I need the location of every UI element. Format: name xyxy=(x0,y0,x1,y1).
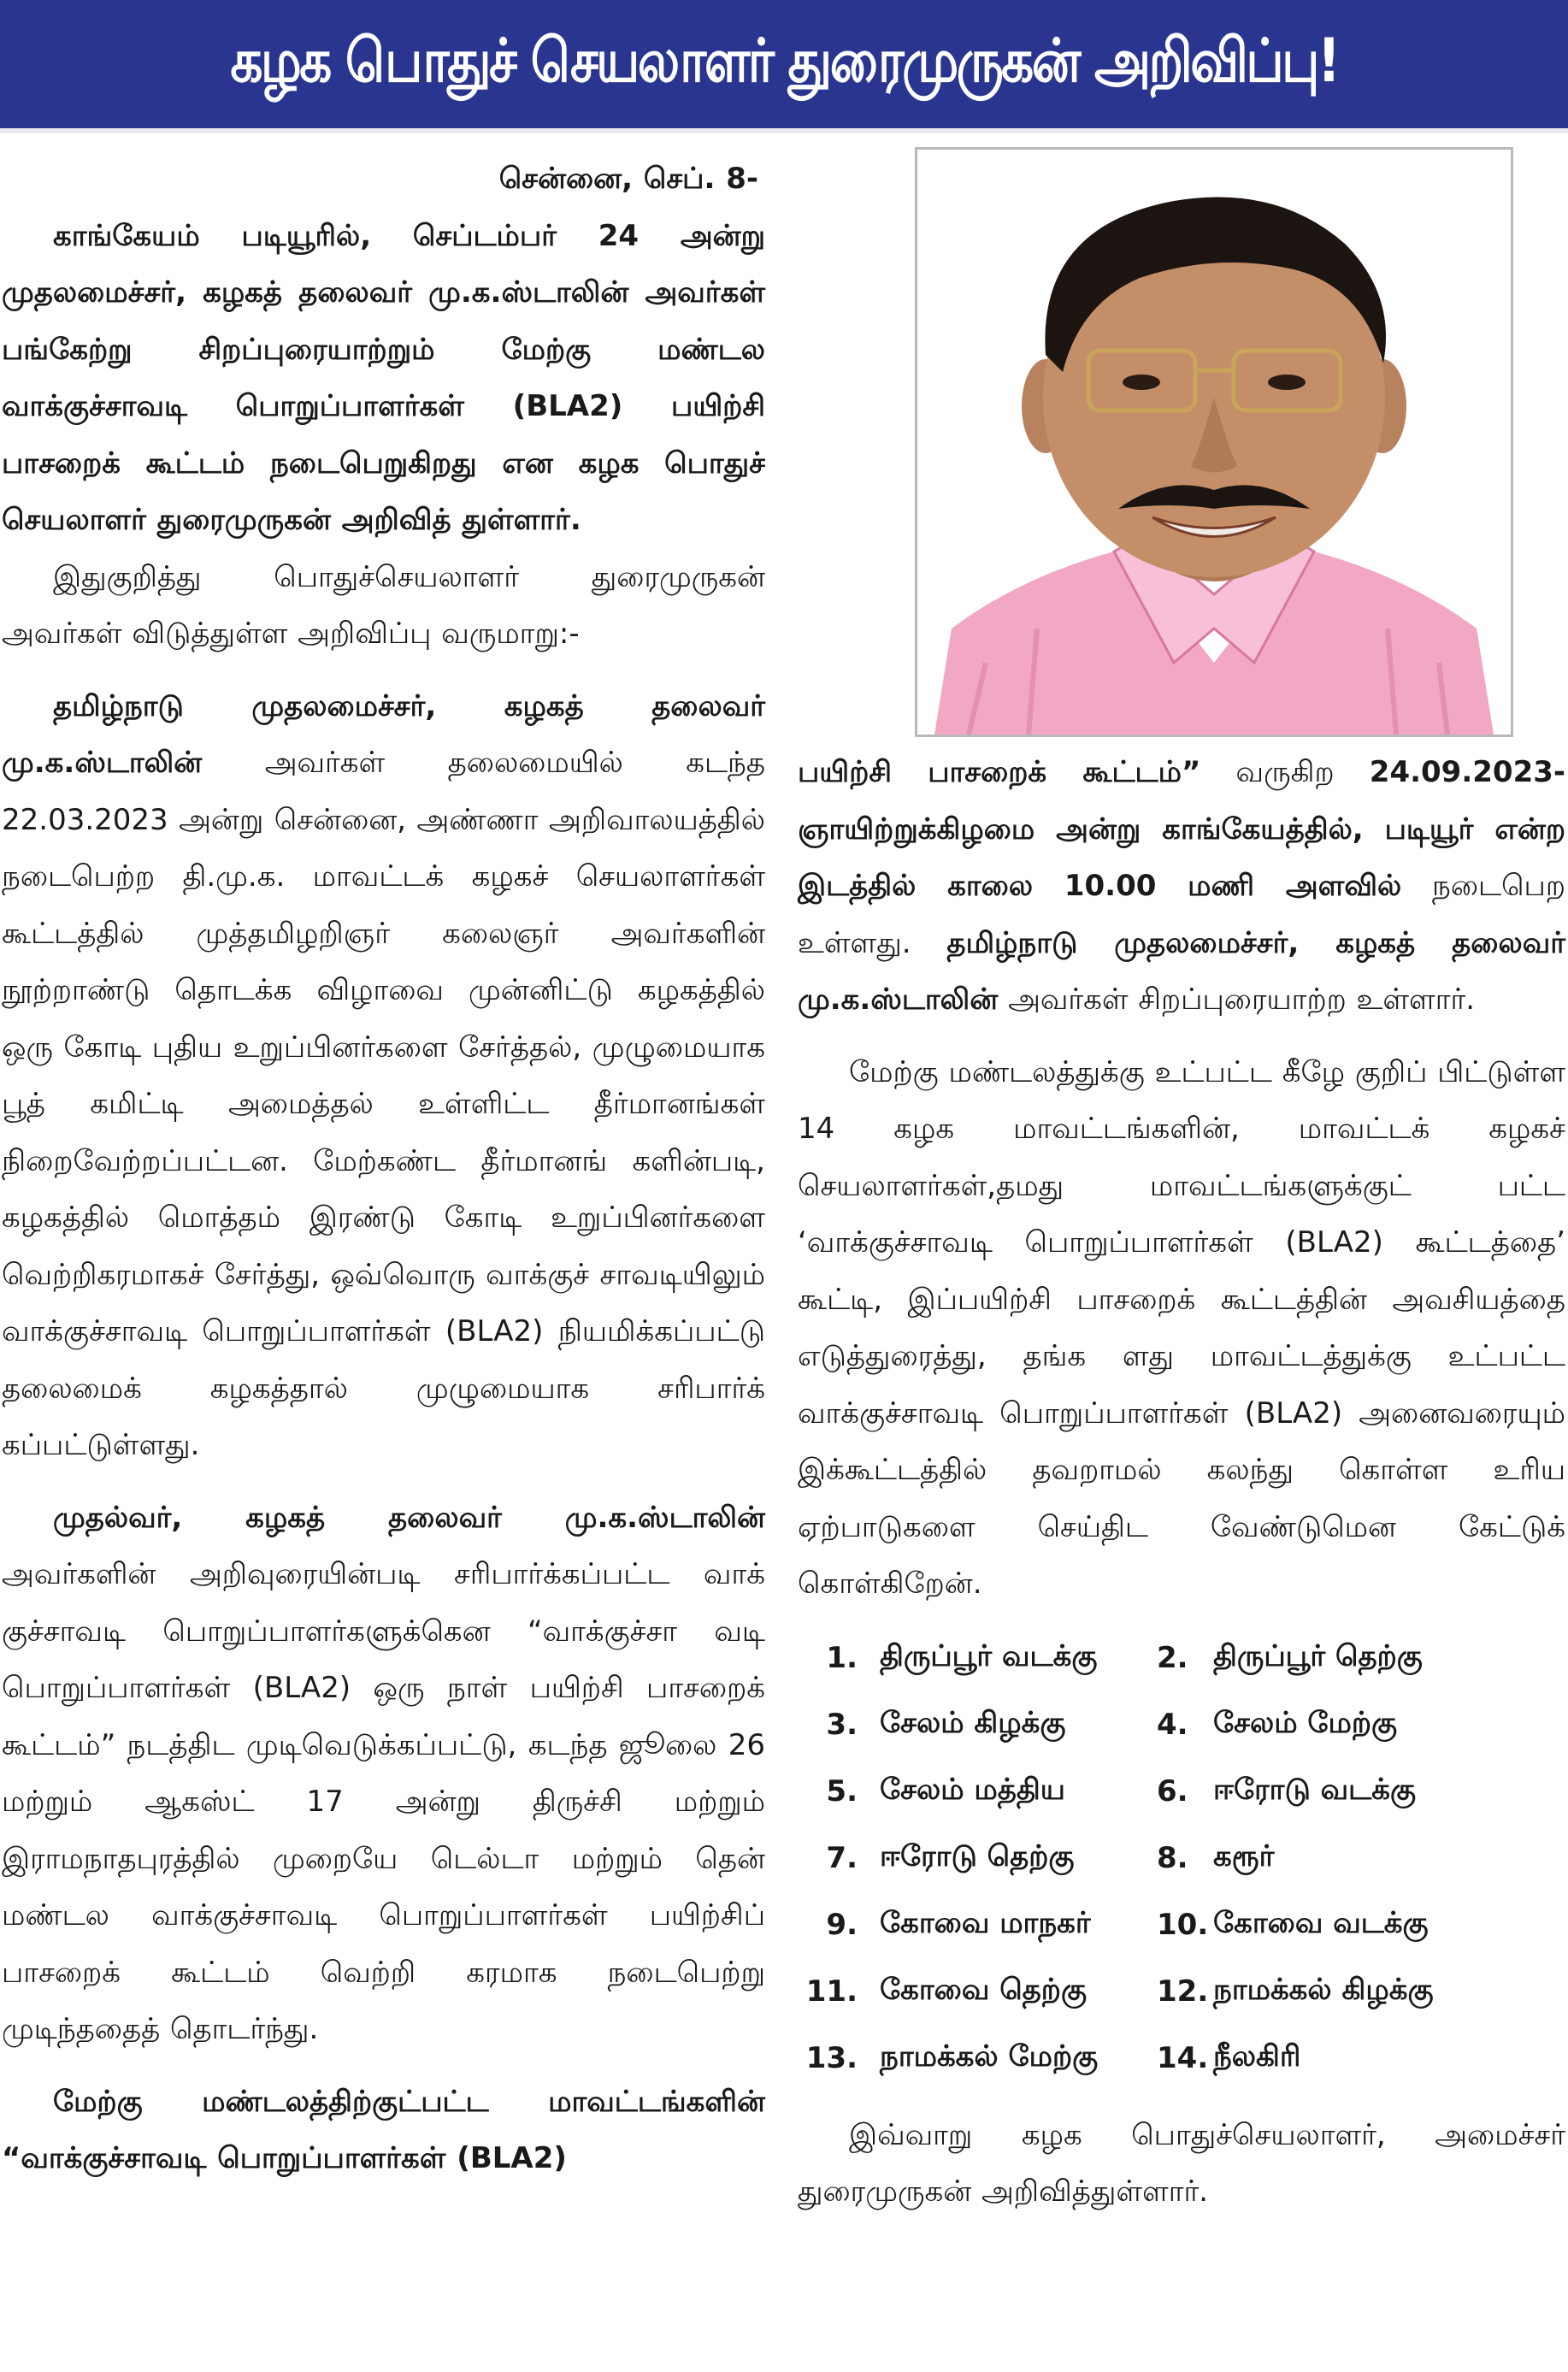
district-name: கரூர் xyxy=(1213,1838,1275,1873)
district-number: 7. xyxy=(826,1840,858,1875)
headline-banner xyxy=(0,0,1568,133)
paragraph-intro xyxy=(2,208,765,549)
portrait-illustration xyxy=(917,150,1511,735)
paragraph-west-zone-bold: மேற்கு மண்டலத்திற்குட்பட்ட மாவட்டங்களின் “வாக்குச்சாவடி பொறுப்பாளர்கள் (BLA2) xyxy=(2,2084,765,2175)
district-number: 4. xyxy=(1157,1707,1188,1742)
paragraph-announcement: இதுகுறித்து பொதுச்செயலாளர் துரைமுருகன் அவர்கள் விடுத்துள்ள அறிவிப்பு வருமாறு:- xyxy=(2,559,765,651)
district-name: கோவை வடக்கு xyxy=(1213,1905,1429,1940)
district-name: கோவை தெற்கு xyxy=(880,1972,1087,2007)
district-name: நீலகிரி xyxy=(1213,2039,1301,2074)
paragraph-west-zone xyxy=(2,2074,765,2187)
list-item xyxy=(798,1625,1157,1691)
district-number: 6. xyxy=(1157,1773,1188,1809)
district-number: 12. xyxy=(1157,1974,1209,2009)
list-item xyxy=(1157,1958,1533,2025)
list-item xyxy=(1157,1891,1533,1958)
district-name: சேலம் மத்திய xyxy=(880,1772,1065,1807)
meeting-text-3: அவர்கள் சிறப்புரையாற்ற உள்ளார். xyxy=(998,982,1476,1017)
meeting-text-1: வருகிற xyxy=(1200,755,1370,789)
list-item xyxy=(798,1891,1157,1958)
meeting-date-venue: 24.09.2023-ஞாயிற்றுக்கிழமை அன்று காங்கேயத்தில், படியூர் என்ற இடத்தில் காலை 10.00 மணி அளவில் xyxy=(798,755,1565,903)
meeting-title: பயிற்சி பாசறைக் கூட்டம்” xyxy=(798,755,1201,789)
paragraph-training-camps-bold: முதல்வர், கழகத் தலைவர் மு.க.ஸ்டாலின் xyxy=(53,1500,765,1535)
list-item xyxy=(1157,1758,1533,1825)
dateline: சென்னை, செப். 8- xyxy=(498,162,758,196)
district-name: கோவை மாநகர் xyxy=(880,1905,1091,1940)
paragraph-request: மேற்கு மண்டலத்துக்கு உட்பட்ட கீழே குறிப் பிட்டுள்ள 14 கழக மாவட்டங்களின், மாவட்டக் கழகச் செயலாளர்கள்,தமது மாவட்டங்களுக்குட் பட்ட ‘வாக்குச்சாவடி பொறுப்பாளர்கள் (BLA2) கூட்டத்தை’ கூட்டி, இப்பயிற்சி பாசறைக் கூட்டத்தின் அவசியத்தை எடுத்துரைத்து, தங்க ளது மாவட்டத்துக்கு உட்பட்ட வாக்குச்சாவடி பொறுப்பாளர்கள் (BLA2) அனைவரையும் இக்கூட்டத்தில் தவறாமல் கலந்து கொள்ள உரிய ஏற்பாடுகளை செய்திட வேண்டுமென கேட்டுக் கொள்கிறேன். xyxy=(798,1054,1565,1601)
district-number: 8. xyxy=(1157,1840,1188,1875)
paragraph-meeting-details xyxy=(798,744,1565,1029)
district-number: 10. xyxy=(1157,1907,1209,1942)
district-name: திருப்பூர் வடக்கு xyxy=(880,1638,1098,1673)
headline: கழக பொதுச் செயலாளர் துரைமுருகன் அறிவிப்பு! xyxy=(229,25,1339,96)
paragraph-training-camps xyxy=(2,1490,765,2058)
district-list xyxy=(798,1625,1565,2092)
district-number: 11. xyxy=(805,1974,858,2009)
paragraph-resolutions-bold: தமிழ்நாடு முதலமைச்சர், கழகத் தலைவர் மு.க.ஸ்டாலின் xyxy=(2,688,765,780)
right-column xyxy=(798,744,1565,2221)
district-number: 5. xyxy=(826,1773,858,1809)
list-item xyxy=(1157,1825,1533,1891)
district-name: ஈரோடு வடக்கு xyxy=(1213,1772,1416,1807)
portrait-photo xyxy=(915,147,1513,737)
district-name: ஈரோடு தெற்கு xyxy=(880,1838,1075,1873)
district-name: சேலம் மேற்கு xyxy=(1213,1705,1398,1740)
district-name: சேலம் கிழக்கு xyxy=(880,1705,1066,1740)
left-column xyxy=(2,150,765,2187)
district-number: 14. xyxy=(1157,2040,1209,2075)
district-name: நாமக்கல் மேற்கு xyxy=(880,2039,1099,2074)
list-item xyxy=(798,1825,1157,1891)
list-item xyxy=(1157,1625,1533,1691)
district-name: நாமக்கல் கிழக்கு xyxy=(1213,1972,1434,2007)
paragraph-closing: இவ்வாறு கழக பொதுச்செயலாளர், அமைச்சர் துரைமுருகன் அறிவித்துள்ளார். xyxy=(798,2117,1565,2209)
paragraph-resolutions-text: அவர்கள் தலைமையில் கடந்த 22.03.2023 அன்று சென்னை, அண்ணா அறிவாலயத்தில் நடைபெற்ற தி.மு.க. மாவட்டக் கழகச் செயலாளர்கள் கூட்டத்தில் முத்தமிழறிஞர் கலைஞர் அவர்களின் நூற்றாண்டு தொடக்க விழாவை முன்னிட்டு கழகத்தில் ஒரு கோடி புதிய உறுப்பினர்களை சேர்த்தல், முழுமையாக பூத் கமிட்டி அமைத்தல் உள்ளிட்ட தீர்மானங்கள் நிறைவேற்றப்பட்டன. மேற்கண்ட தீர்மானங் களின்படி, கழகத்தில் மொத்தம் இரண்டு கோடி உறுப்பினர்களை வெற்றிகரமாகச் சேர்த்து, ஒவ்வொரு வாக்குச் சாவடியிலும் வாக்குச்சாவடி பொறுப்பாளர்கள் (BLA2) நியமிக்கப்பட்டு தலைமைக் கழகத்தால் முழுமையாக சரிபார்க் கப்பட்டுள்ளது. xyxy=(2,746,765,1462)
list-item xyxy=(1157,2025,1533,2092)
district-number: 1. xyxy=(826,1640,858,1675)
list-item xyxy=(798,1758,1157,1825)
district-number: 9. xyxy=(826,1907,858,1942)
list-item xyxy=(798,1958,1157,2025)
list-item xyxy=(1157,1691,1533,1758)
list-item xyxy=(798,1691,1157,1758)
list-item xyxy=(798,2025,1157,2092)
paragraph-intro-text: காங்கேயம் படியூரில், செப்டம்பர் 24 அன்று முதலமைச்சர், கழகத் தலைவர் மு.க.ஸ்டாலின் அவர்கள் பங்கேற்று சிறப்புரையாற்றும் மேற்கு மண்டல வாக்குச்சாவடி பொறுப்பாளர்கள் (BLA2) பயிற்சி பாசறைக் கூட்டம் நடைபெறுகிறது என கழக பொதுச் செயலாளர் துரைமுருகன் அறிவித் துள்ளார். xyxy=(2,218,765,537)
district-number: 3. xyxy=(826,1707,858,1742)
district-name: திருப்பூர் தெற்கு xyxy=(1213,1638,1423,1673)
meeting-chief-guest: தமிழ்நாடு முதலமைச்சர், கழகத் தலைவர் மு.க.ஸ்டாலின் xyxy=(798,925,1565,1017)
district-number: 13. xyxy=(805,2040,858,2075)
meeting-text-2: நடைபெற உள்ளது. xyxy=(798,869,1565,960)
district-number: 2. xyxy=(1157,1640,1188,1675)
paragraph-resolutions xyxy=(2,678,765,1474)
paragraph-training-camps-text: அவர்களின் அறிவுரையின்படி சரிபார்க்கப்பட்ட வாக் குச்சாவடி பொறுப்பாளர்களுக்கென “வாக்குச்சா வடி பொறுப்பாளர்கள் (BLA2) ஒரு நாள் பயிற்சி பாசறைக் கூட்டம்” நடத்திட முடிவெடுக்கப்பட்டு, கடந்த ஜூலை 26 மற்றும் ஆகஸ்ட் 17 அன்று திருச்சி மற்றும் இராமநாதபுரத்தில் முறையே டெல்டா மற்றும் தென் மண்டல வாக்குச்சாவடி பொறுப்பாளர்கள் பயிற்சிப் பாசறைக் கூட்டம் வெற்றி கரமாக நடைபெற்று முடிந்ததைத் தொடர்ந்து. xyxy=(2,1557,765,2046)
